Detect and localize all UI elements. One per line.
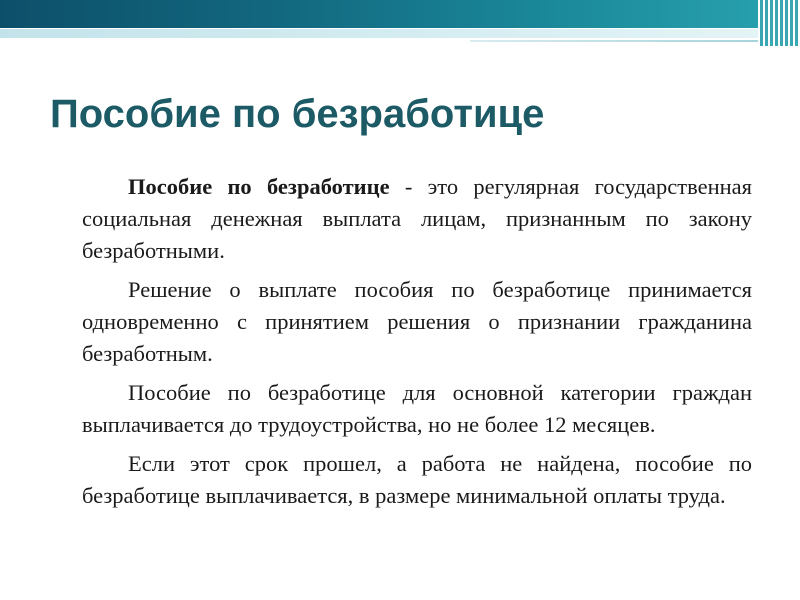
header-band-main <box>0 0 800 28</box>
slide-content <box>82 171 752 519</box>
header-stripes <box>758 0 800 46</box>
slide-title: Пособие по безработице <box>50 92 545 136</box>
paragraph-definition <box>82 171 752 267</box>
paragraph-after-term: Если этот срок прошел, а работа не найдена, пособие по безработице выплачивается, в размере минимальной оплаты труда. <box>82 451 752 508</box>
definition-text: - это регулярная государственная социальная денежная выплата лицам, признанным по закону безработными. <box>82 174 752 263</box>
header-band-light <box>0 29 800 38</box>
header-band <box>0 0 800 46</box>
paragraph-decision: Решение о выплате пособия по безработице принимается одновременно с принятием решения о признании гражданина безработным. <box>82 277 752 366</box>
definition-term: Пособие по безработице <box>128 174 390 199</box>
header-band-line <box>470 40 800 42</box>
paragraph-duration: Пособие по безработице для основной категории граждан выплачивается до трудоустройства, но не более 12 месяцев. <box>82 380 752 437</box>
